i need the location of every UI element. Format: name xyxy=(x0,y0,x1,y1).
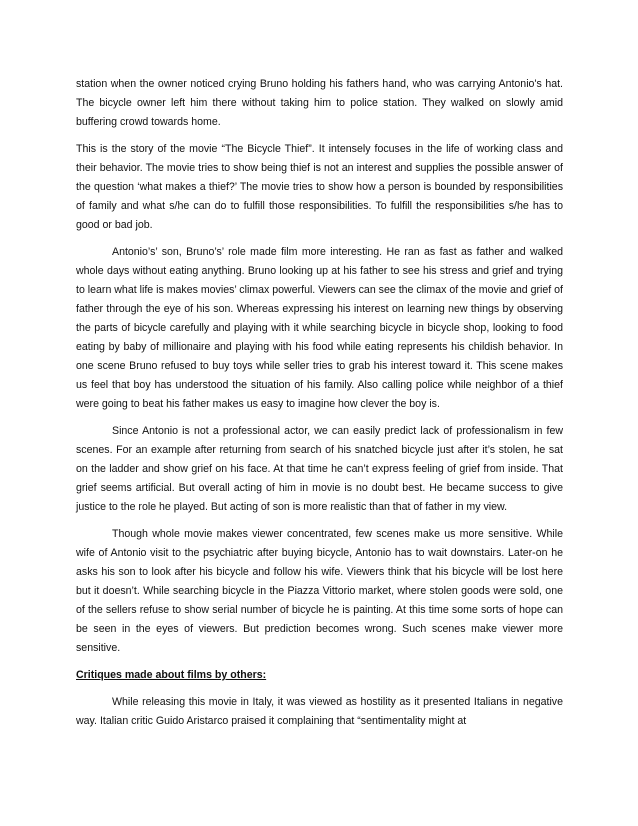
paragraph-bruno-role: Antonio’s’ son, Bruno’s’ role made film more interesting. He ran as fast as father and walked whole days without eating anything. Bruno looking up at his father to see his stress and grief and trying to learn what life is makes movies’ climax powerful. Viewers can see the climax of the movie and grief of father through the eye of his son. Whereas expressing his interest on learning new things by observing the parts of bicycle carefully and playing with it while searching bicycle in bicycle shop, looking to food eating by baby of millionaire and playing with his food while eating represents his childish behavior. In one scene Bruno refused to buy toys while seller tries to grab his interest toward it. This scene makes us feel that boy has understood the situation of his family. Also calling police while neighbor of a thief were going to beat his father makes us easy to imagine how clever the boy is. xyxy=(76,246,563,410)
paragraph-sensitive-scenes: Though whole movie makes viewer concentrated, few scenes make us more sensitive. While wife of Antonio visit to the psychiatric after buying bicycle, Antonio has to wait downstairs. Later-on he asks his son to look after his bicycle and follow his wife. Viewers think that his bicycle will be lost here but it doesn’t. While searching bicycle in the Piazza Vittorio market, where stolen goods were sold, one of the sellers refuse to show serial number of bicycle he is painting. At this time some sorts of hope can be seen in the eyes of viewers. But prediction becomes wrong. Such scenes make viewer more sensitive. xyxy=(76,528,563,654)
paragraph-story-summary: This is the story of the movie “The Bicycle Thief”. It intensely focuses in the life of working class and their behavior. The movie tries to show being thief is not an interest and supplies the possible answer of the question ‘what makes a thief?’ The movie tries to show how a person is bounded by responsibilities of family and what s/he can do to fulfill those responsibilities. To fulfill the responsibilities s/he has to good or bad job. xyxy=(76,143,563,231)
paragraph-continuation: station when the owner noticed crying Bruno holding his fathers hand, who was carrying Antonio's hat. The bicycle owner left him there without taking him to police station. They walked on slowly amid buffering crowd towards home. xyxy=(76,78,563,128)
document-page xyxy=(76,75,563,739)
paragraph-critiques: While releasing this movie in Italy, it was viewed as hostility as it presented Italians in negative way. Italian critic Guido Aristarco praised it complaining that “sentimentality might at xyxy=(76,696,563,727)
section-heading-critiques: Critiques made about films by others: xyxy=(76,669,267,681)
paragraph-antonio-acting: Since Antonio is not a professional actor, we can easily predict lack of professionalism in few scenes. For an example after returning from search of his snatched bicycle just after it’s stolen, he sat on the ladder and show grief on his face. At that time he can’t express feeling of grief from inside. That grief seems artificial. But overall acting of him in movie is no doubt best. He became success to give justice to the role he played. But acting of son is more realistic than that of father in my view. xyxy=(76,425,563,513)
